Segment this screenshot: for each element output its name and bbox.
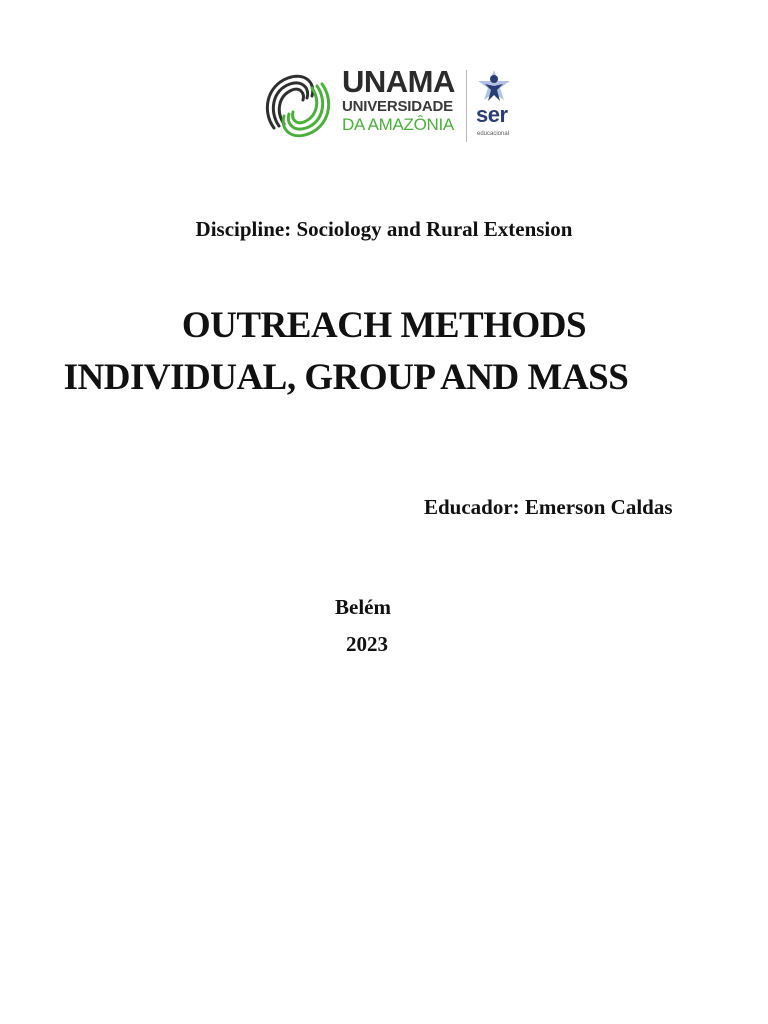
- city-label: Belém: [335, 595, 391, 619]
- university-logo: [260, 64, 520, 148]
- document-title: [0, 300, 768, 404]
- logo-wordmark: [342, 66, 466, 135]
- unama-emblem-icon: [260, 68, 336, 144]
- logo-divider: [466, 70, 467, 142]
- discipline-heading: Discipline: Sociology and Rural Extension: [195, 217, 573, 241]
- ser-subtitle: educacional: [477, 131, 510, 137]
- star-person-icon: [474, 68, 514, 106]
- logo-name: UNAMA: [342, 64, 455, 99]
- logo-amazonia-line: DA AMAZÔNIA: [342, 115, 454, 134]
- ser-wordmark: ser: [476, 102, 508, 127]
- title-line-1: OUTREACH METHODS: [181, 305, 587, 346]
- title-line-2: INDIVIDUAL, GROUP AND MASS: [63, 357, 629, 398]
- educator-name: Educador: Emerson Caldas: [424, 495, 673, 519]
- ser-educacional-logo: [472, 68, 518, 148]
- logo-university-line: UNIVERSIDADE: [342, 98, 453, 115]
- year-label: 2023: [346, 632, 388, 656]
